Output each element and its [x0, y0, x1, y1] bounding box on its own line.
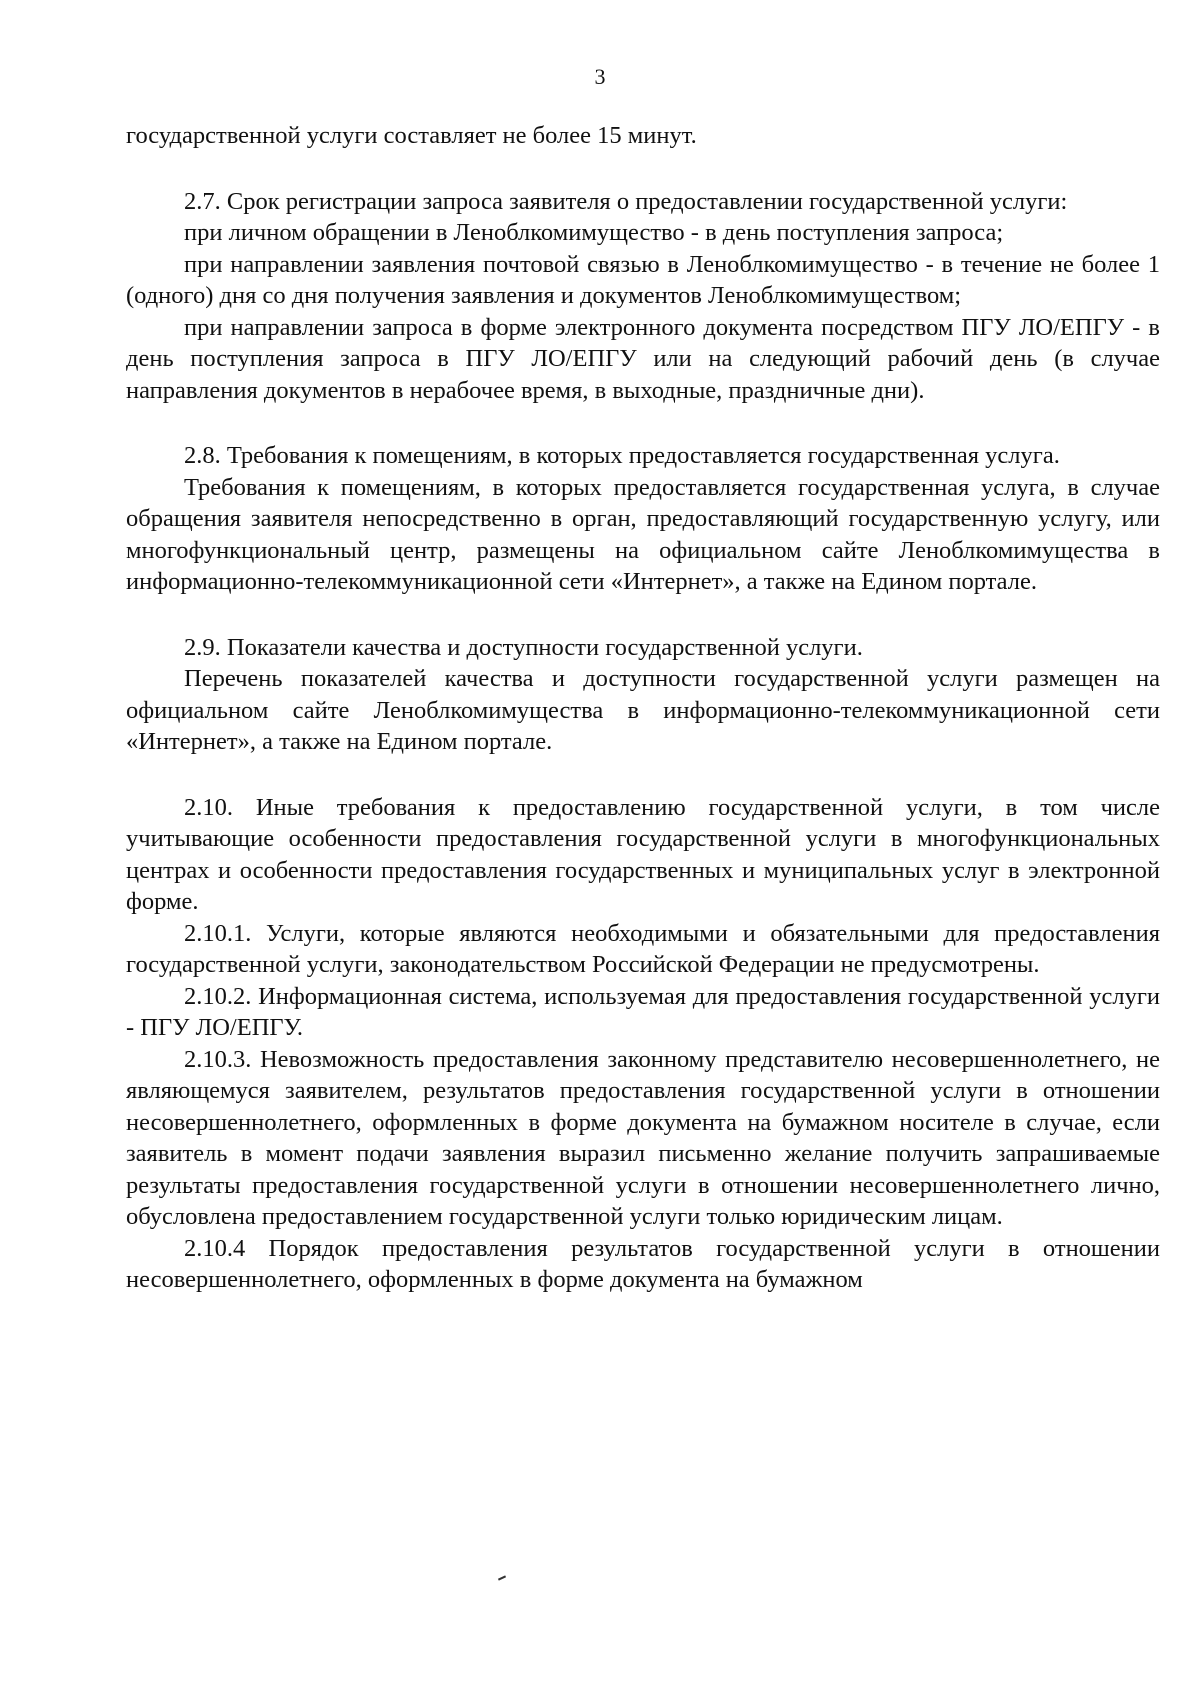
paragraph-2-9-heading: 2.9. Показатели качества и доступности государственной услуги.: [184, 633, 863, 661]
section-gap: [126, 758, 1160, 792]
paragraph-continuation: государственной услуги составляет не более 15 минут.: [126, 122, 697, 149]
page-number: 3: [594, 64, 606, 89]
paragraph-2-8-body: Требования к помещениям, в которых предоставляется государственная услуга, в случае обращения заявителя непосредственно в орган, предоставляющий государственную услугу, или многофункциональный центр, размещены на официальном сайте Леноблкомимущества в информационно-телекоммуникационной сети «Интернет», а также на Едином портале.: [126, 473, 1160, 595]
section-gap: [126, 406, 1160, 440]
scan-mark: [498, 1575, 506, 1580]
paragraph-2-7-personal: при личном обращении в Леноблкомимущество - в день поступления запроса;: [184, 219, 1004, 246]
paragraph-2-7-postal: при направлении заявления почтовой связью в Леноблкомимущество - в течение не более 1 (одного) дня со дня получения заявления и документов Леноблкомимуществом;: [126, 250, 1160, 309]
section-gap: [126, 152, 1160, 186]
paragraph-2-7-heading: 2.7. Срок регистрации запроса заявителя о предоставлении государственной услуги:: [184, 187, 1068, 215]
paragraph-2-10-2: 2.10.2. Информационная система, используемая для предоставления государственной услуги - ПГУ ЛО/ЕПГУ.: [126, 982, 1160, 1041]
section-gap: [126, 598, 1160, 632]
paragraph-2-7-electronic: при направлении запроса в форме электронного документа посредством ПГУ ЛО/ЕПГУ - в день поступления запроса в ПГУ ЛО/ЕПГУ или на следующий рабочий день (в случае направления документов в нерабочее время, в выходные, праздничные дни).: [126, 313, 1160, 404]
paragraph-2-10-3: 2.10.3. Невозможность предоставления законному представителю несовершеннолетнего, не являющемуся заявителем, результатов предоставления государственной услуги в отношении несовершеннолетнего, оформленных в форме документа на бумажном носителе в случае, если заявитель в момент подачи заявления выразил письменно желание получить запрашиваемые результаты предоставления государственной услуги в отношении несовершеннолетнего лично, обусловлена предоставлением государственной услуги только юридическим лицам.: [126, 1045, 1160, 1230]
paragraph-2-9-body: Перечень показателей качества и доступности государственной услуги размещен на официальном сайте Леноблкомимущества в информационно-телекоммуникационной сети «Интернет», а также на Едином портале.: [126, 665, 1160, 755]
paragraph-2-8-heading: 2.8. Требования к помещениям, в которых предоставляется государственная услуга.: [184, 442, 1060, 469]
paragraph-2-10-heading: 2.10. Иные требования к предоставлению государственной услуги, в том числе учитывающие особенности предоставления государственной услуги в многофункциональных центрах и особенности предоставления государственных и муниципальных услуг в электронной форме.: [126, 793, 1160, 915]
paragraph-2-10-4: 2.10.4 Порядок предоставления результатов государственной услуги в отношении несовершеннолетнего, оформленных в форме документа на бумажном: [126, 1234, 1160, 1293]
paragraph-2-10-1: 2.10.1. Услуги, которые являются необходимыми и обязательными для предоставления государственной услуги, законодательством Российской Федерации не предусмотрены.: [126, 919, 1160, 978]
document-body: [126, 120, 1160, 1296]
